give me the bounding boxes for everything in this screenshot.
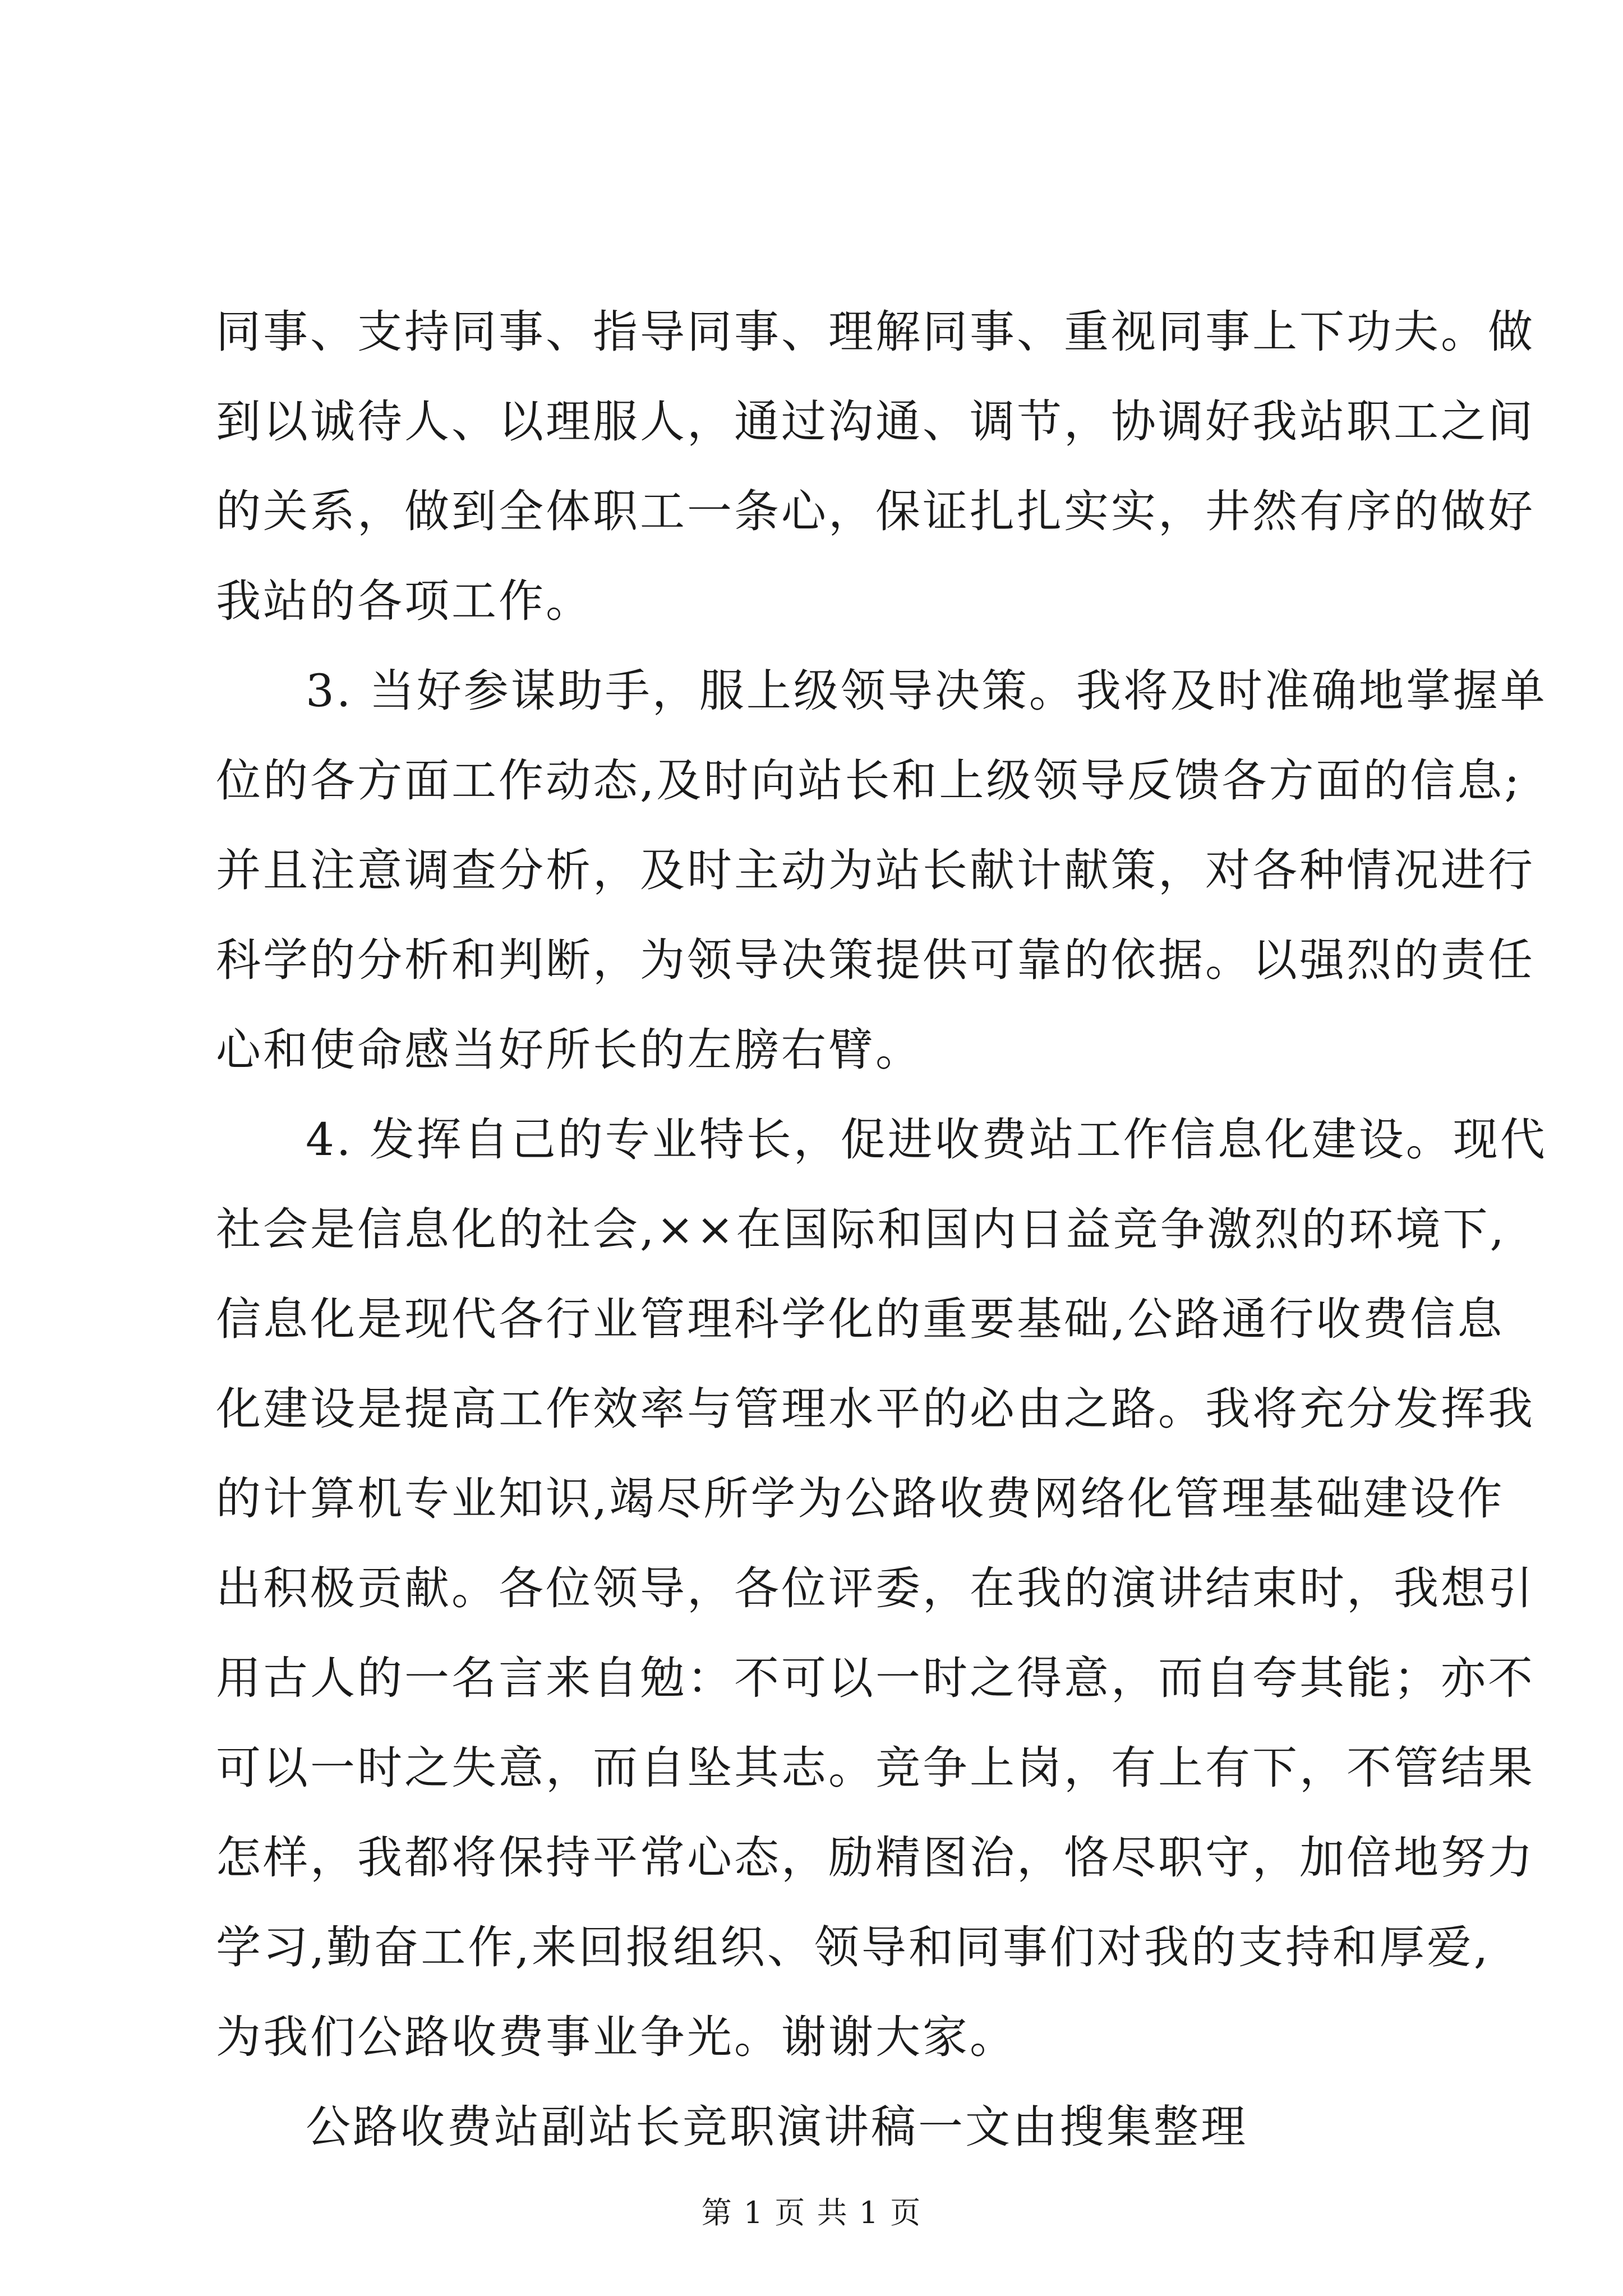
text-line: 同事、支持同事、指导同事、理解同事、重视同事上下功夫。做 <box>216 306 1535 358</box>
text-line: 出积极贡献。各位领导，各位评委，在我的演讲结束时，我想引 <box>216 1562 1535 1614</box>
page-footer: 第 1 页 共 1 页 <box>701 2195 922 2230</box>
text-line: 4. 发挥自己的专业特长，促进收费站工作信息化建设。现代 <box>306 1114 1547 1166</box>
text-line: 科学的分析和判断，为领导决策提供可靠的依据。以强烈的责任 <box>216 934 1535 986</box>
text-line: 的计算机专业知识,竭尽所学为公路收费网络化管理基础建设作 <box>216 1473 1505 1525</box>
text-line: 3. 当好参谋助手，服上级领导决策。我将及时准确地掌握单 <box>306 665 1547 717</box>
text-line: 信息化是现代各行业管理科学化的重要基础,公路通行收费信息 <box>216 1293 1505 1345</box>
text-line: 的关系，做到全体职工一条心，保证扎扎实实，井然有序的做好 <box>216 485 1535 537</box>
text-line: 怎样，我都将保持平常心态，励精图治，恪尽职守，加倍地努力 <box>216 1832 1535 1884</box>
text-line: 化建设是提高工作效率与管理水平的必由之路。我将充分发挥我 <box>216 1383 1535 1435</box>
text-line: 心和使命感当好所长的左膀右臂。 <box>216 1024 923 1076</box>
text-line: 位的各方面工作动态,及时向站长和上级领导反馈各方面的信息; <box>216 754 1522 807</box>
text-line: 可以一时之失意，而自坠其志。竞争上岗，有上有下，不管结果 <box>216 1742 1535 1794</box>
text-line: 用古人的一名言来自勉：不可以一时之得意，而自夸其能；亦不 <box>216 1652 1535 1704</box>
text-line: 为我们公路收费事业争光。谢谢大家。 <box>216 2011 1017 2063</box>
text-line: 到以诚待人、以理服人，通过沟通、调节，协调好我站职工之间 <box>216 395 1535 448</box>
text-line: 社会是信息化的社会,××在国际和国内日益竞争激烈的环境下, <box>216 1203 1506 1255</box>
text-line: 我站的各项工作。 <box>216 575 593 627</box>
text-line: 并且注意调查分析，及时主动为站长献计献策，对各种情况进行 <box>216 844 1535 896</box>
source-note: 公路收费站副站长竞职演讲稿一文由搜集整理 <box>306 2101 1248 2153</box>
text-line: 学习,勤奋工作,来回报组织、领导和同事们对我的支持和厚爱, <box>216 1921 1491 1973</box>
